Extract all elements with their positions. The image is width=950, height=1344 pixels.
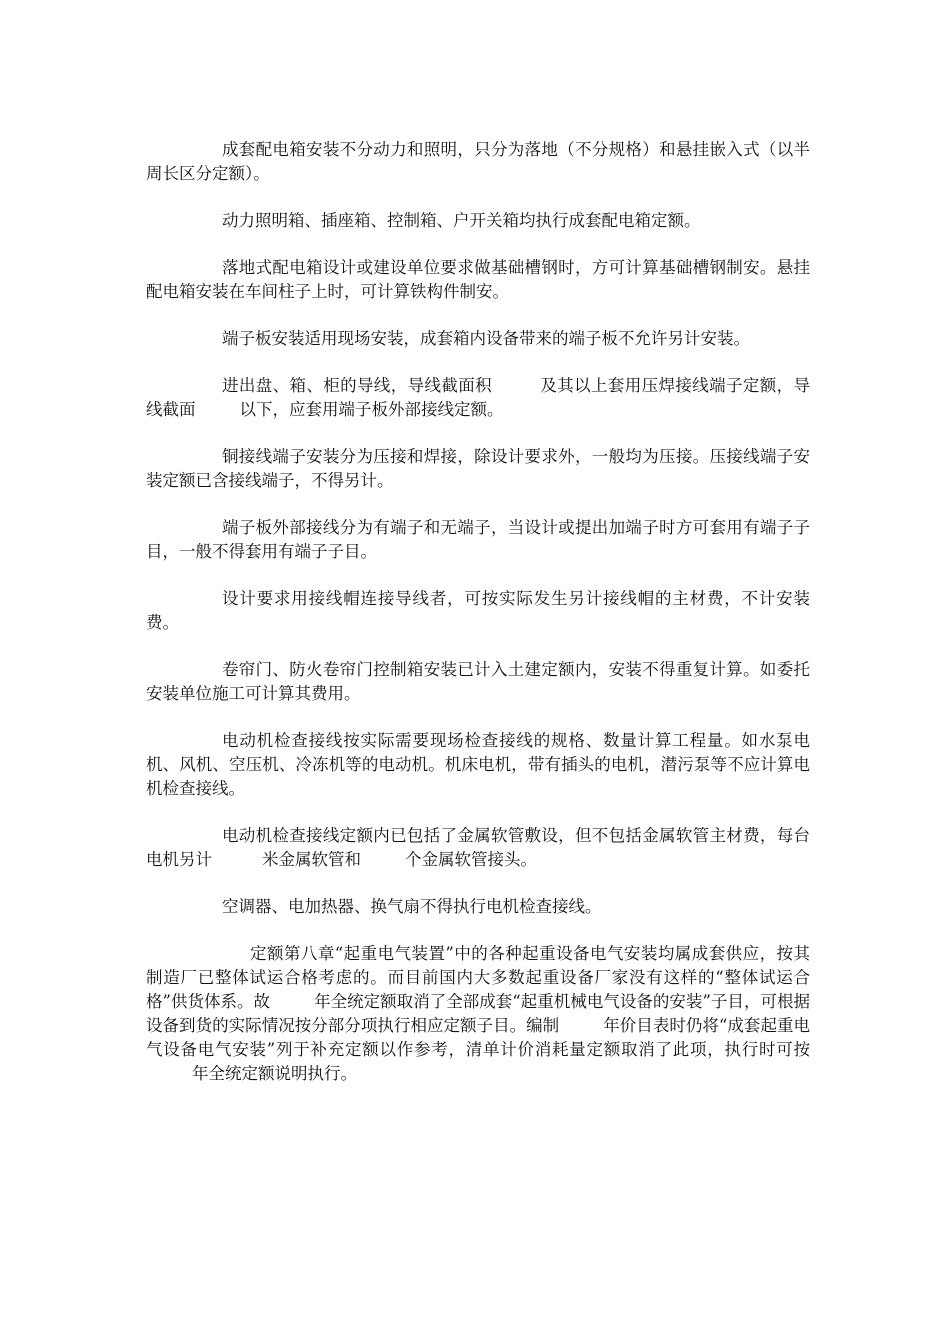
paragraph-wire-terminal-quota xyxy=(146,374,810,422)
paragraph-air-conditioner: 空调器、电加热器、换气扇不得执行电机检查接线。 xyxy=(222,897,602,916)
paragraph-text: 及其以上套用压焊接线端子定额，导线截面 xyxy=(146,376,810,419)
paragraph-text: 个金属软管接头。 xyxy=(405,850,537,869)
paragraph-text: 米金属软管和 xyxy=(262,850,361,869)
paragraph-text: 年全统定额取消了全部成套“起重机械电气设备的安装”子目，可根据设备到货的实际情况按分部分项执行相应定额子目。编制 xyxy=(146,992,810,1035)
paragraph-copper-terminal-install: 铜接线端子安装分为压接和焊接，除设计要求外，一般均为压接。压接线端子安装定额已含接线端子，不得另计。 xyxy=(146,447,810,490)
paragraph-text: 年价目表时仍将“成套起重电气设备电气安装”列于补充定额以作参考，清单计价消耗量定额取消了此项，执行时可按 xyxy=(146,1016,811,1059)
paragraph-wire-cap: 设计要求用接线帽连接导线者，可按实际发生另计接线帽的主材费，不计安装费。 xyxy=(146,589,810,632)
paragraph-floor-box-channel-steel: 落地式配电箱设计或建设单位要求做基础槽钢时，方可计算基础槽钢制安。悬挂配电箱安装在车间柱子上时，可计算铁构件制安。 xyxy=(146,258,810,301)
paragraph-distribution-box-install: 成套配电箱安装不分动力和照明，只分为落地（不分规格）和悬挂嵌入式（以半周长区分定额）。 xyxy=(146,140,810,183)
paragraph-motor-flex-conduit xyxy=(146,824,810,872)
paragraph-text: 定额第八章“起重电气装置”中的各种起重设备电气安装均属成套供应，按其制造厂已整体试运合格考虑的。而目前国内大多数起重设备厂家没有这样的“整体试运合格”供货体系。故 xyxy=(146,944,810,1011)
paragraph-lighting-box-quota: 动力照明箱、插座箱、控制箱、户开关箱均执行成套配电箱定额。 xyxy=(222,211,701,230)
paragraph-text: 以下，应套用端子板外部接线定额。 xyxy=(239,400,504,419)
paragraph-motor-inspection: 电动机检查接线按实际需要现场检查接线的规格、数量计算工程量。如水泵电机、风机、空压机、冷冻机等的电动机。机床电机，带有插头的电机，潜污泵等不应计算电机检查接线。 xyxy=(146,731,810,798)
paragraph-text: 进出盘、箱、柜的导线，导线截面积 xyxy=(222,376,492,395)
paragraph-text: 电动机检查接线定额内已包括了金属软管敷设，但不包括金属软管主材费，每台电机另计 xyxy=(146,826,810,869)
paragraph-terminal-board-install: 端子板安装适用现场安装，成套箱内设备带来的端子板不允许另计安装。 xyxy=(222,329,750,348)
paragraph-crane-electrical xyxy=(146,942,810,1086)
paragraph-text: 年全统定额说明执行。 xyxy=(192,1064,357,1083)
paragraph-external-wiring: 端子板外部接线分为有端子和无端子，当设计或提出加端子时方可套用有端子子目，一般不得套用有端子子目。 xyxy=(146,518,810,561)
document-body xyxy=(146,138,810,1109)
paragraph-rolling-door: 卷帘门、防火卷帘门控制箱安装已计入土建定额内，安装不得重复计算。如委托安装单位施工可计算其费用。 xyxy=(146,660,810,703)
